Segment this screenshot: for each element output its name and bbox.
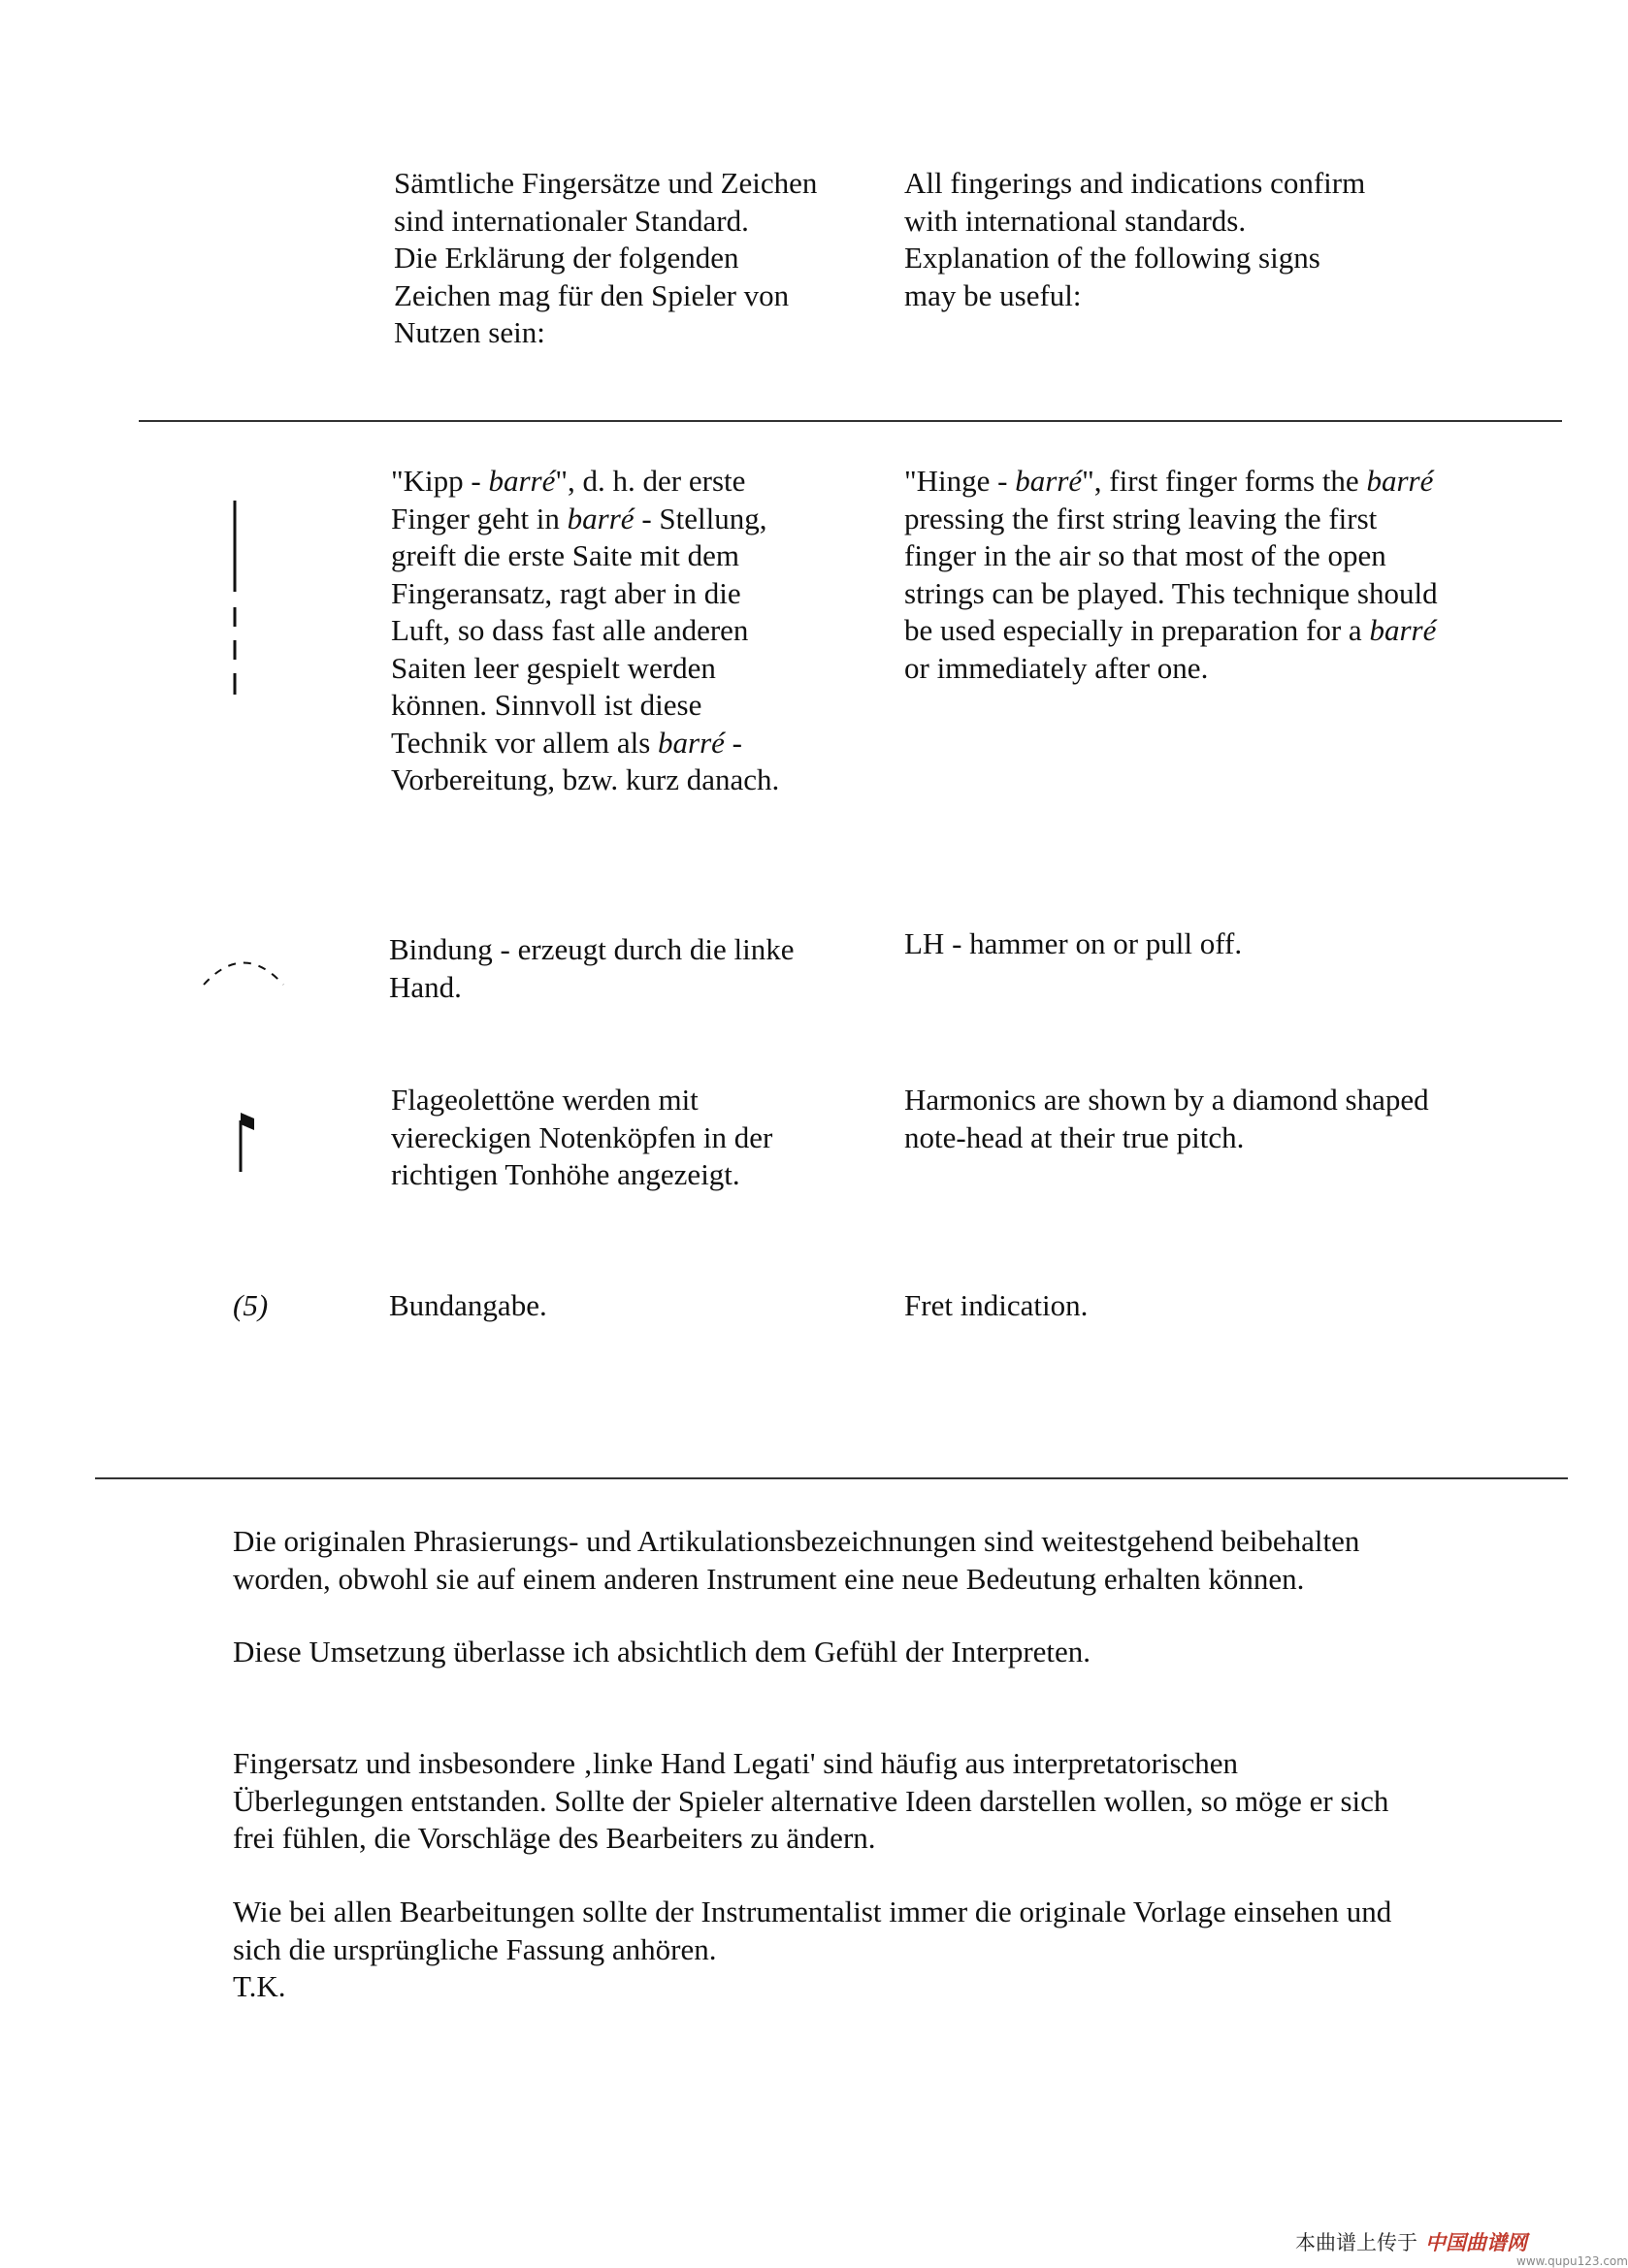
watermark-text: 本曲谱上传于	[1295, 2231, 1417, 2254]
divider-bottom	[95, 1477, 1568, 1479]
hinge-english: "Hinge - barré", first finger forms the barré pressing the first string leaving the first finger in the air so that most of the open strings can be played. This technique should be used especially in preparation for a barré or immediately after one.	[904, 464, 1438, 685]
note-paragraph-2: Diese Umsetzung überlasse ich absichtlich dem Gefühl der Interpreten.	[233, 1635, 1091, 1669]
slur-german: Bindung - erzeugt durch die linke Hand.	[389, 932, 795, 1004]
note-paragraph-1: Die originalen Phrasierungs- und Artikulationsbezeichnungen sind weitestgehend beibehalten worden, obwohl sie auf einem anderen Instrument eine neue Bedeutung erhalten können.	[233, 1524, 1360, 1596]
note-paragraph-4: Wie bei allen Bearbeitungen sollte der Instrumentalist immer die originale Vorlage einsehen und sich die ursprüngliche Fassung anhören. T.K.	[233, 1895, 1392, 2003]
fret-indication-symbol: (5)	[233, 1288, 269, 1322]
intro-german: Sämtliche Fingersätze und Zeichen sind internationaler Standard. Die Erklärung der folgenden Zeichen mag für den Spieler von Nutzen sein:	[394, 166, 818, 349]
fret-german: Bundangabe.	[389, 1288, 547, 1322]
intro-english: All fingerings and indications confirm with international standards. Explanation of the following signs may be useful:	[904, 166, 1366, 312]
slur-english: LH - hammer on or pull off.	[904, 926, 1243, 960]
dashed-slur-icon	[200, 951, 287, 989]
watermark-url: www.qupu123.com	[1516, 2254, 1628, 2268]
hinge-german: "Kipp - barré", d. h. der erste Finger geht in barré - Stellung, greift die erste Saite mit dem Fingeransatz, ragt aber in die Luft, so dass fast alle anderen Saiten leer gespielt werden können. Sinnvoll ist diese Technik vor allem als barré - Vorbereitung, bzw. kurz danach.	[391, 464, 780, 796]
signature: T.K.	[233, 1969, 286, 2003]
fret-english: Fret indication.	[904, 1288, 1089, 1322]
hinge-barre-icon	[225, 497, 244, 700]
harmonic-german: Flageolettöne werden mit viereckigen Notenköpfen in der richtigen Tonhöhe angezeigt.	[391, 1083, 773, 1191]
harmonic-note-icon	[233, 1111, 272, 1179]
watermark	[1295, 2227, 1628, 2268]
divider-top	[139, 420, 1562, 422]
note-paragraph-3: Fingersatz und insbesondere ‚linke Hand Legati' sind häufig aus interpretatorischen Überlegungen entstanden. Sollte der Spieler alternative Ideen darstellen wollen, so möge er sich frei fühlen, die Vorschläge des Bearbeiters zu ändern.	[233, 1746, 1389, 1855]
harmonic-english: Harmonics are shown by a diamond shaped note-head at their true pitch.	[904, 1083, 1429, 1154]
watermark-logo: 中国曲谱网	[1425, 2231, 1527, 2254]
